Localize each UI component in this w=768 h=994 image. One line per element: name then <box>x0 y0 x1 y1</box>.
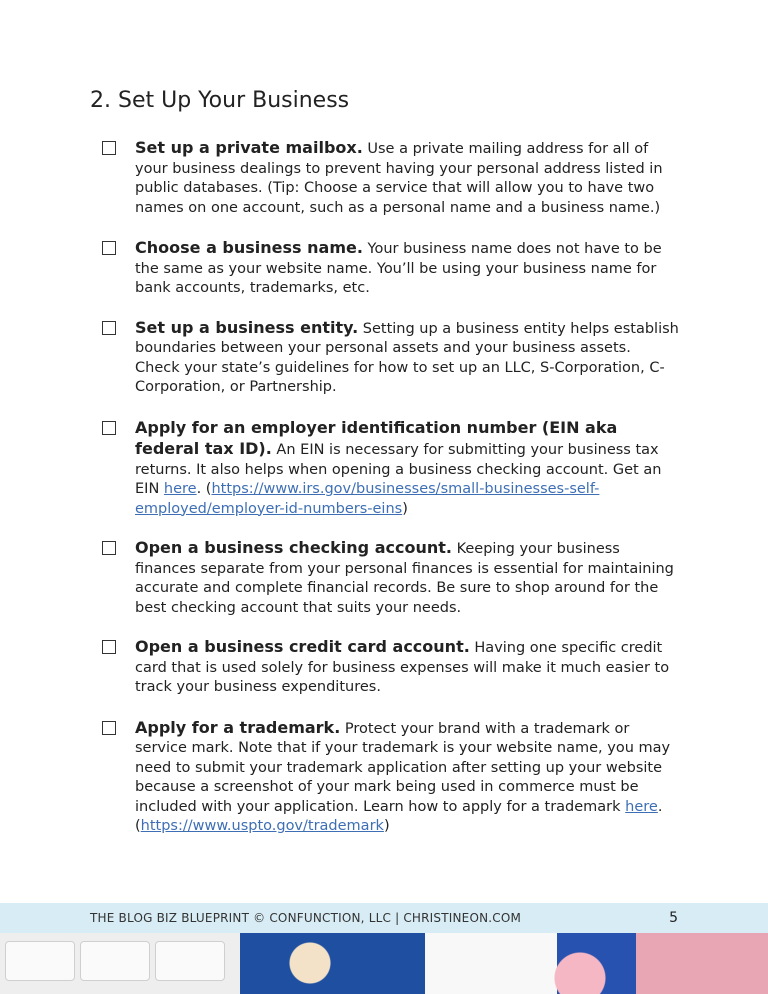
checklist-item <box>100 538 680 618</box>
checkbox[interactable] <box>102 640 116 654</box>
item-lead: Choose a business name. <box>135 238 363 257</box>
keyboard-key <box>80 941 150 981</box>
keyboard-key <box>155 941 225 981</box>
uspto-url-link[interactable]: https://www.uspto.gov/trademark <box>140 818 384 834</box>
checkbox[interactable] <box>102 421 116 435</box>
item-lead: Apply for an employer identification number (EIN aka federal tax ID). <box>135 417 618 458</box>
ein-here-link[interactable]: here <box>163 481 197 497</box>
page-number: 5 <box>669 910 678 926</box>
checklist-item <box>100 318 680 398</box>
checkbox[interactable] <box>102 721 116 735</box>
item-body: Setting up a business entity helps establish boundaries between your personal assets and your business assets. Check your state’s guidelines for how to set up an LLC, S-Corporation, C-Corporation, or Partnership. <box>135 320 679 395</box>
item-lead: Apply for a trademark. <box>135 717 341 737</box>
item-body-tail: ) <box>402 500 408 517</box>
item-body: Having one specific credit card that is used solely for business expenses will make it much easier to track your business expenditures. <box>135 640 670 695</box>
item-body-mid: . ( <box>196 481 212 497</box>
checklist <box>100 138 680 837</box>
checkbox[interactable] <box>102 541 116 555</box>
page-title: 2. Set Up Your Business <box>90 88 350 113</box>
item-body: Keeping your business finances separate from your personal finances is essential for maintaining accurate and complete financial records. Be sure to shop around for the best checking account that suits your needs. <box>135 541 674 616</box>
item-body-tail: ) <box>383 818 390 834</box>
decor-image <box>240 933 768 994</box>
checklist-item <box>100 238 680 299</box>
checkbox[interactable] <box>102 241 116 255</box>
trademark-here-link[interactable]: here <box>625 798 658 815</box>
footer-band <box>0 903 768 933</box>
checkbox[interactable] <box>102 141 116 155</box>
item-body: An EIN is necessary for submitting your business tax returns. It also helps when opening a business checking account. Get an EIN <box>135 442 662 497</box>
keyboard-key <box>5 941 75 981</box>
checklist-item <box>100 718 680 837</box>
item-body: Protect your brand with a trademark or service mark. Note that if your trademark is your website name, you may need to submit your trademark application after setting up your website because a screenshot of your mark being used in commerce must be included with your application. Learn how to apply for a trademark <box>135 720 671 815</box>
irs-ein-url-link[interactable]: https://www.irs.gov/businesses/small-businesses-self-employed/employer-id-numbers-eins <box>135 481 600 517</box>
checklist-item <box>100 418 680 520</box>
item-lead: Set up a private mailbox. <box>135 138 363 157</box>
item-body: Use a private mailing address for all of your business dealings to prevent having your personal address listed in public databases. (Tip: Choose a service that will allow you to have two names on one account, such as a personal name and a business name.) <box>135 141 663 216</box>
footer-photo <box>0 933 768 994</box>
item-lead: Open a business credit card account. <box>135 637 470 656</box>
footer-text: THE BLOG BIZ BLUEPRINT © CONFUNCTION, LLC | CHRISTINEON.COM <box>90 911 522 925</box>
item-body-mid: . ( <box>135 798 663 834</box>
checkbox[interactable] <box>102 321 116 335</box>
checklist-item <box>100 138 680 218</box>
keyboard-image <box>0 933 240 994</box>
item-lead: Set up a business entity. <box>135 317 359 337</box>
item-body: Your business name does not have to be the same as your website name. You’ll be using your business name for bank accounts, trademarks, etc. <box>135 241 662 296</box>
item-lead: Open a business checking account. <box>135 538 452 557</box>
checklist-item <box>100 637 680 698</box>
